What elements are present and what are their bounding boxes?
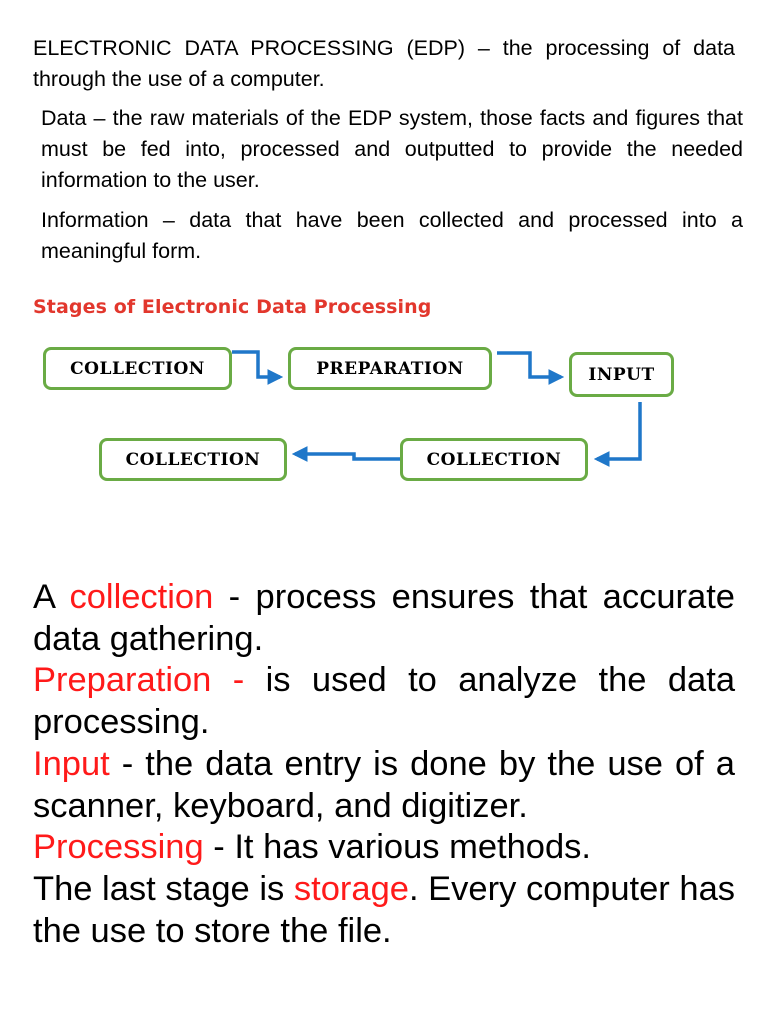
processing-description: Processing - It has various methods. <box>33 828 592 867</box>
stage-box-preparation: PREPARATION <box>288 347 492 390</box>
stage-box-input: INPUT <box>569 352 674 397</box>
data-definition: Data – the raw materials of the EDP system, those facts and figures that must be fed into, processed and outputted to provide the needed information to the user. <box>41 106 743 192</box>
edp-definition: ELECTRONIC DATA PROCESSING (EDP) – the processing of data through the use of a computer. <box>33 36 735 91</box>
stage-box-collection-2: COLLECTION <box>99 438 287 481</box>
term-input: Input <box>33 744 110 783</box>
storage-description: The last stage is storage. Every computer has the use to store the file. <box>33 869 736 950</box>
term-storage: storage <box>293 869 409 908</box>
stage-box-collection-1: COLLECTION <box>43 347 232 390</box>
stage-descriptions <box>33 577 735 952</box>
term-collection: collection <box>69 578 214 616</box>
arrow-preparation-to-input <box>497 353 561 377</box>
input-description: Input - the data entry is done by the use of a scanner, keyboard, and digitizer. <box>33 744 735 825</box>
information-definition: Information – data that have been collected and processed into a meaningful form. <box>41 208 743 263</box>
stage-box-collection-3: COLLECTION <box>400 438 588 481</box>
diagram-title: Stages of Electronic Data Processing <box>33 296 432 318</box>
term-processing: Processing <box>33 828 204 867</box>
arrow-collection-to-preparation <box>232 352 280 377</box>
arrow-collection-to-collection <box>295 454 400 459</box>
term-preparation: Preparation - <box>33 661 245 700</box>
arrow-input-to-collection <box>597 402 640 459</box>
collection-description: A collection - process ensures that accurate data gathering. <box>33 578 735 658</box>
preparation-description: Preparation - is used to analyze the data processing. <box>33 661 736 742</box>
